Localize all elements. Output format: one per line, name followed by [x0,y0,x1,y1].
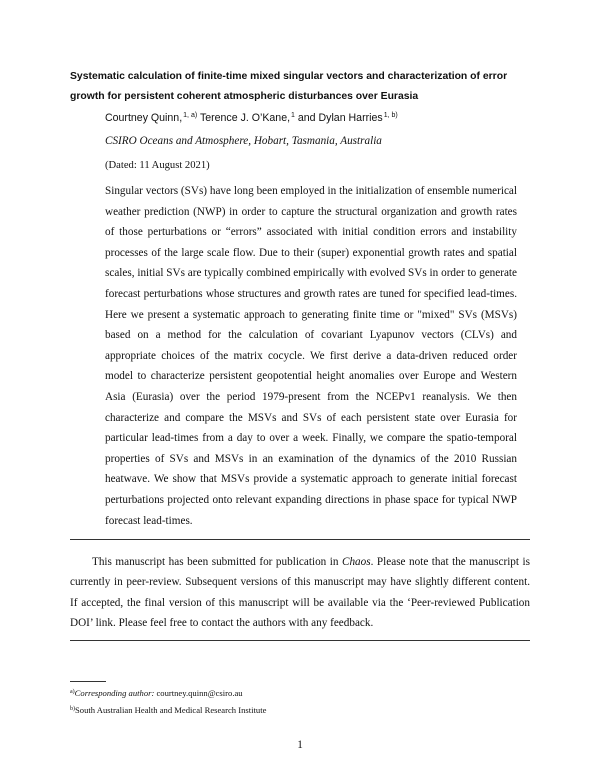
footnote-mark: a) [70,689,75,695]
submission-notice [70,552,530,634]
footnote-label: Corresponding author: [74,688,155,698]
author-name: and Dylan Harries [297,112,383,124]
author-affiliation-mark: 1 [291,112,295,119]
paper-title: Systematic calculation of finite-time mixed singular vectors and characterization of error growth for persistent coherent atmospheric disturbances over Eurasia [70,71,508,102]
author-name: Terence J. O’Kane, [199,112,291,124]
page-number: 1 [297,739,303,751]
author-list [105,111,525,125]
journal-name: Chaos [342,556,371,568]
footnote-corresponding-author [70,688,470,699]
author-affiliation-mark: 1, b) [383,112,398,119]
notice-text-start: This manuscript has been submitted for publication in [92,556,342,568]
date-line: (Dated: 11 August 2021) [105,160,210,171]
author-affiliation-mark: 1, a) [183,112,198,119]
divider-top [70,539,530,540]
notice-text-end: . Please note that the manuscript is currently in peer-review. Subsequent versions of this manuscript may have slightly different content. If accepted, the final version of this manuscript will be available via the ‘Peer-reviewed Publication DOI’ link. Please feel free to contact the authors with any feedback. [70,556,530,630]
footnote-text: South Australian Health and Medical Research Institute [75,705,267,715]
divider-bottom [70,640,530,641]
abstract: Singular vectors (SVs) have long been employed in the initialization of ensemble numerical weather prediction (NWP) in order to capture the structural organization and growth rates of those perturbations or “errors” associated with initial condition errors and instability processes of the large scale flow. Due to their (super) exponential growth rates and spatial scales, initial SVs are typically combined empirically with evolved SVs in order to generate forecast perturbations whose structures and growth rates are tuned for specified lead-times. Here we present a systematic approach to generating finite time or "mixed" SVs (MSVs) based on a method for the calculation of covariant Lyapunov vectors (CLVs) and appropriate choices of the matrix cocycle. We first derive a data-driven reduced order model to characterize persistent geopotential height anomalies over Europe and Western Asia (Eurasia) over the period 1979-present from the NCEPv1 reanalysis. We then characterize and compare the MSVs and SVs of each persistent state over Eurasia for particular lead-times from a day to over a week. Finally, we compare the spatio-temporal properties of SVs and MSVs in an examination of the dynamics of the 2010 Russian heatwave. We show that MSVs provide a systematic approach to generate initial forecast perturbations projected onto relevant expanding directions in phase space for typical NWP forecast lead-times. [105,185,517,527]
footnote-mark: b) [70,706,75,712]
footnote-email: courtney.quinn@csiro.au [154,688,243,698]
affiliation: CSIRO Oceans and Atmosphere, Hobart, Tasmania, Australia [105,135,382,147]
author-name: Courtney Quinn, [105,112,183,124]
footnote-divider [70,681,106,682]
footnote-affiliation [70,705,470,716]
